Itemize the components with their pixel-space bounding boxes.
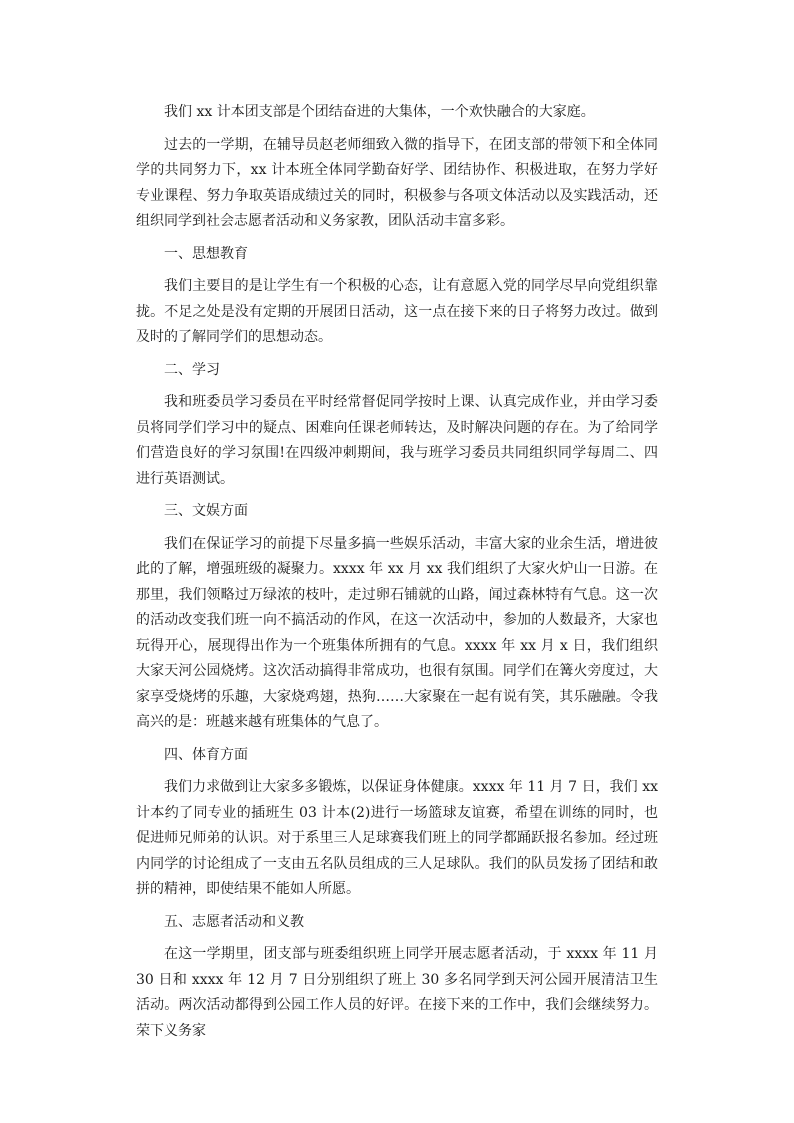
section-body-entertainment: 我们在保证学习的前提下尽量多搞一些娱乐活动，丰富大家的业余生活，增进彼此的了解，增强班级的凝聚力。xxxx 年 xx 月 xx 我们组织了大家火炉山一日游。在那里，我们领略过万绿浓的枝叶，走过卵石铺就的山路，闻过森林特有气息。这一次的活动改变我们班一向不搞活动的作风，在这一次活动中，参加的人数最齐，大家也玩得开心，展现得出作为一个班集体所拥有的气息。xxxx 年 xx 月 x 日，我们组织大家天河公园烧烤。这次活动搞得非常成功，也很有氛围。同学们在篝火旁度过，大家享受烧烤的乐趣，大家烧鸡翅，热狗……大家聚在一起有说有笑，其乐融融。令我高兴的是：班越来越有班集体的气息了。 (136, 535, 658, 730)
section-body-study: 我和班委员学习委员在平时经常督促同学按时上课、认真完成作业，并由学习委员将同学们学习中的疑点、困难向任课老师转达，及时解决问题的存在。为了给同学们营造良好的学习氛围!在四级冲刺期间，我与班学习委员共同组织同学每周二、四进行英语测试。 (136, 394, 658, 487)
document-page (136, 100, 658, 1051)
section-heading-sports: 四、体育方面 (164, 746, 248, 763)
intro-paragraph: 我们 xx 计本团支部是个团结奋进的大集体，一个欢快融合的大家庭。 (164, 104, 595, 120)
section-body-sports: 我们力求做到让大家多多锻炼，以保证身体健康。xxxx 年 11 月 7 日，我们 xx 计本约了同专业的插班生 03 计本(2)进行一场篮球友谊赛，希望在训练的同时，也促进师兄师弟的认识。对于系里三人足球赛我们班上的同学都踊跃报名参加。经过班内同学的讨论组成了一支由五名队员组成的三人足球队。我们的队员发扬了团结和敢拼的精神，即使结果不能如人所愿。 (136, 779, 658, 897)
section-heading-entertainment: 三、文娱方面 (164, 503, 248, 519)
section-heading-study: 二、学习 (164, 361, 220, 378)
section-heading-thought-education: 一、思想教育 (164, 245, 248, 262)
overview-paragraph: 过去的一学期，在辅导员赵老师细致入微的指导下，在团支部的带领下和全体同学的共同努力下，xx 计本班全体同学勤奋好学、团结协作、积极进取，在努力学好专业课程、努力争取英语成绩过关的同时，积极参与各项文体活动以及实践活动，还组织同学到社会志愿者活动和义务家教，团队活动丰富多彩。 (136, 136, 658, 229)
section-body-volunteer: 在这一学期里，团支部与班委组织班上同学开展志愿者活动，于 xxxx 年 11 月 30 日和 xxxx 年 12 月 7 日分别组织了班上 30 多名同学到天河公园开展清洁卫生活动。两次活动都得到公园工作人员的好评。在接下来的工作中，我们会继续努力。荣下义务家 (136, 946, 658, 1039)
section-heading-volunteer: 五、志愿者活动和义教 (164, 913, 304, 930)
section-body-thought-education: 我们主要目的是让学生有一个积极的心态，让有意愿入党的同学尽早向党组织靠拢。不足之处是没有定期的开展团日活动，这一点在接下来的日子将努力改过。做到及时的了解同学们的思想动态。 (136, 278, 658, 345)
